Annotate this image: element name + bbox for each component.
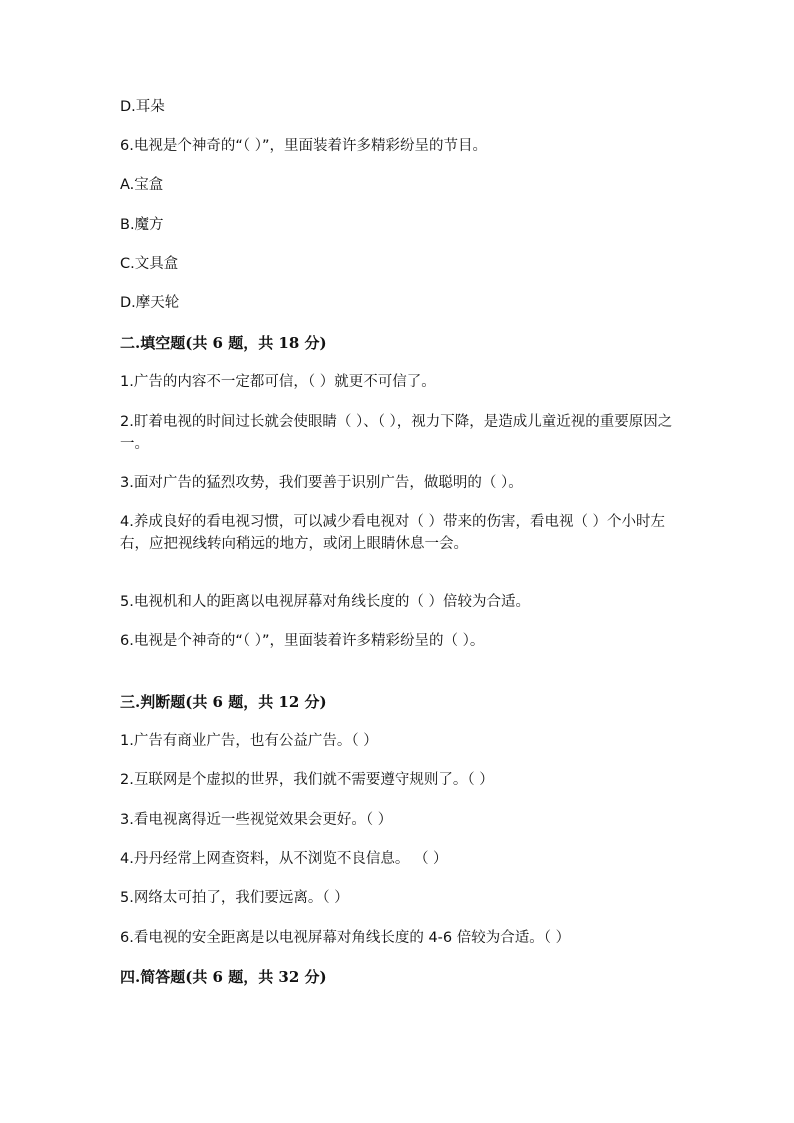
option-c: C.文具盒	[120, 256, 179, 272]
option-b: B.魔方	[120, 217, 164, 233]
fill-question-5: 5.电视机和人的距离以电视屏幕对角线长度的（ ）倍较为合适。	[120, 594, 530, 610]
judge-question-6: 6.看电视的安全距离是以电视屏幕对角线长度的 4-6 倍较为合适。（ ）	[120, 930, 571, 946]
judge-question-5: 5.网络太可拍了，我们要远离。（ ）	[120, 890, 349, 906]
fill-question-4: 4.养成良好的看电视习惯，可以减少看电视对（ ）带来的伤害，看电视（ ）个小时左右，应把视线转向稍远的地方，或闭上眼睛休息一会。	[120, 514, 666, 552]
section-heading-fill-blank: 二.填空题(共 6 题，共 18 分)	[120, 334, 327, 352]
judge-question-3: 3.看电视离得近一些视觉效果会更好。（ ）	[120, 812, 393, 828]
option-d-ears: D.耳朵	[120, 99, 165, 115]
option-a: A.宝盒	[120, 177, 164, 193]
fill-question-2: 2.盯着电视的时间过长就会使眼睛（ ）、（ ），视力下降，是造成儿童近视的重要原因之一。	[120, 414, 673, 452]
judge-question-1: 1.广告有商业广告，也有公益广告。（ ）	[120, 733, 378, 749]
fill-question-3: 3.面对广告的猛烈攻势，我们要善于识别广告，做聪明的（ ）。	[120, 475, 523, 491]
judge-question-2: 2.互联网是个虚拟的世界，我们就不需要遵守规则了。（ ）	[120, 772, 494, 788]
section-heading-short-answer: 四.简答题(共 6 题，共 32 分)	[120, 968, 327, 986]
fill-question-1: 1.广告的内容不一定都可信，（ ）就更不可信了。	[120, 374, 436, 390]
judge-question-4: 4.丹丹经常上网查资料，从不浏览不良信息。 （ ）	[120, 851, 448, 867]
section-heading-true-false: 三.判断题(共 6 题，共 12 分)	[120, 693, 327, 711]
question-6-choice: 6.电视是个神奇的“（ ）”，里面装着许多精彩纷呈的节目。	[120, 138, 487, 154]
fill-question-6: 6.电视是个神奇的“（ ）”，里面装着许多精彩纷呈的（ ）。	[120, 633, 485, 649]
option-d: D.摩天轮	[120, 295, 180, 311]
